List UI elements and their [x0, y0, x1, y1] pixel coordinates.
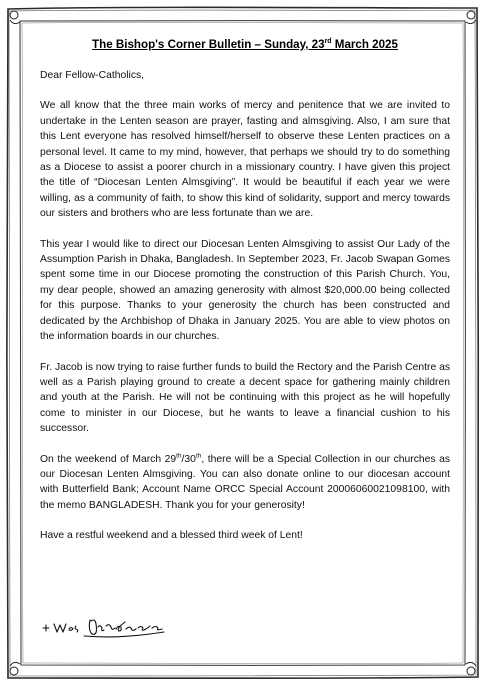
paragraph-works-of-mercy: We all know that the three main works of mercy and penitence that we are invited to undertake in the Lenten season are prayer, fasting and almsgiving. Also, I am sure that this Lent everyone has resolved himself/herself to observe these Lenten practices on a personal level. It came to my mind, however, that perhaps we should try to do something as a Diocese to assist a poorer church in a missionary country. I have given this project the title of “Diocesan Lenten Almsgiving”. It would be beautiful if each year we were willing, as a community of faith, to show this kind of solidarity, support and mercy towards our sisters and brothers who are less fortunate than we are.	[40, 100, 450, 220]
collection-text-a: On the weekend of March 29	[40, 453, 177, 465]
paragraph-special-collection	[40, 452, 450, 514]
ordinal-th-1: th	[176, 452, 182, 460]
bulletin-title	[40, 38, 450, 52]
collection-text-c: , there will be a Special Collection in our churches as our Diocesan Lenten Almsgiving. You can also donate online to our diocesan account with Butterfield Bank; Account Name ORCC Special Account 20006060021098100, with the memo BANGLADESH. Thank you for your generosity!	[40, 453, 450, 511]
handwritten-signature	[40, 614, 180, 644]
closing-line: Have a restful weekend and a blessed third week of Lent!	[40, 530, 303, 542]
title-ordinal: rd	[324, 38, 332, 46]
salutation: Dear Fellow-Catholics,	[40, 70, 145, 81]
ordinal-th-2: th	[195, 452, 202, 460]
title-text: The Bishop's Corner Bulletin – Sunday, 23	[92, 38, 325, 51]
paragraph-rectory-funds: Fr. Jacob is now trying to raise further funds to build the Rectory and the Parish Centre as well as a Parish playing ground to create a decent space for gathering mainly children and youth at the Parish. He will not be continuing with this project as he will hopefully come to minister in our Diocese, but he wants to leave a financial cushion to his successor.	[40, 361, 450, 435]
title-date-suffix: March 2025	[331, 38, 398, 51]
bulletin-body	[40, 38, 450, 544]
paragraph-dhaka-parish: This year I would like to direct our Diocesan Lenten Almsgiving to assist Our Lady of the Assumption Parish in Dhaka, Bangladesh. In September 2023, Fr. Jacob Swapan Gomes spent some time in our Diocese promoting the construction of this Parish Church. You, my dear people, showed an amazing generosity with almost $20,000.00 being collected for this purpose. Thanks to your generosity the church has been constructed and dedicated by the Archbishop of Dhaka in January 2025. You are able to view photos on the information boards in our churches.	[40, 238, 450, 343]
collection-text-b: /30	[181, 453, 196, 465]
